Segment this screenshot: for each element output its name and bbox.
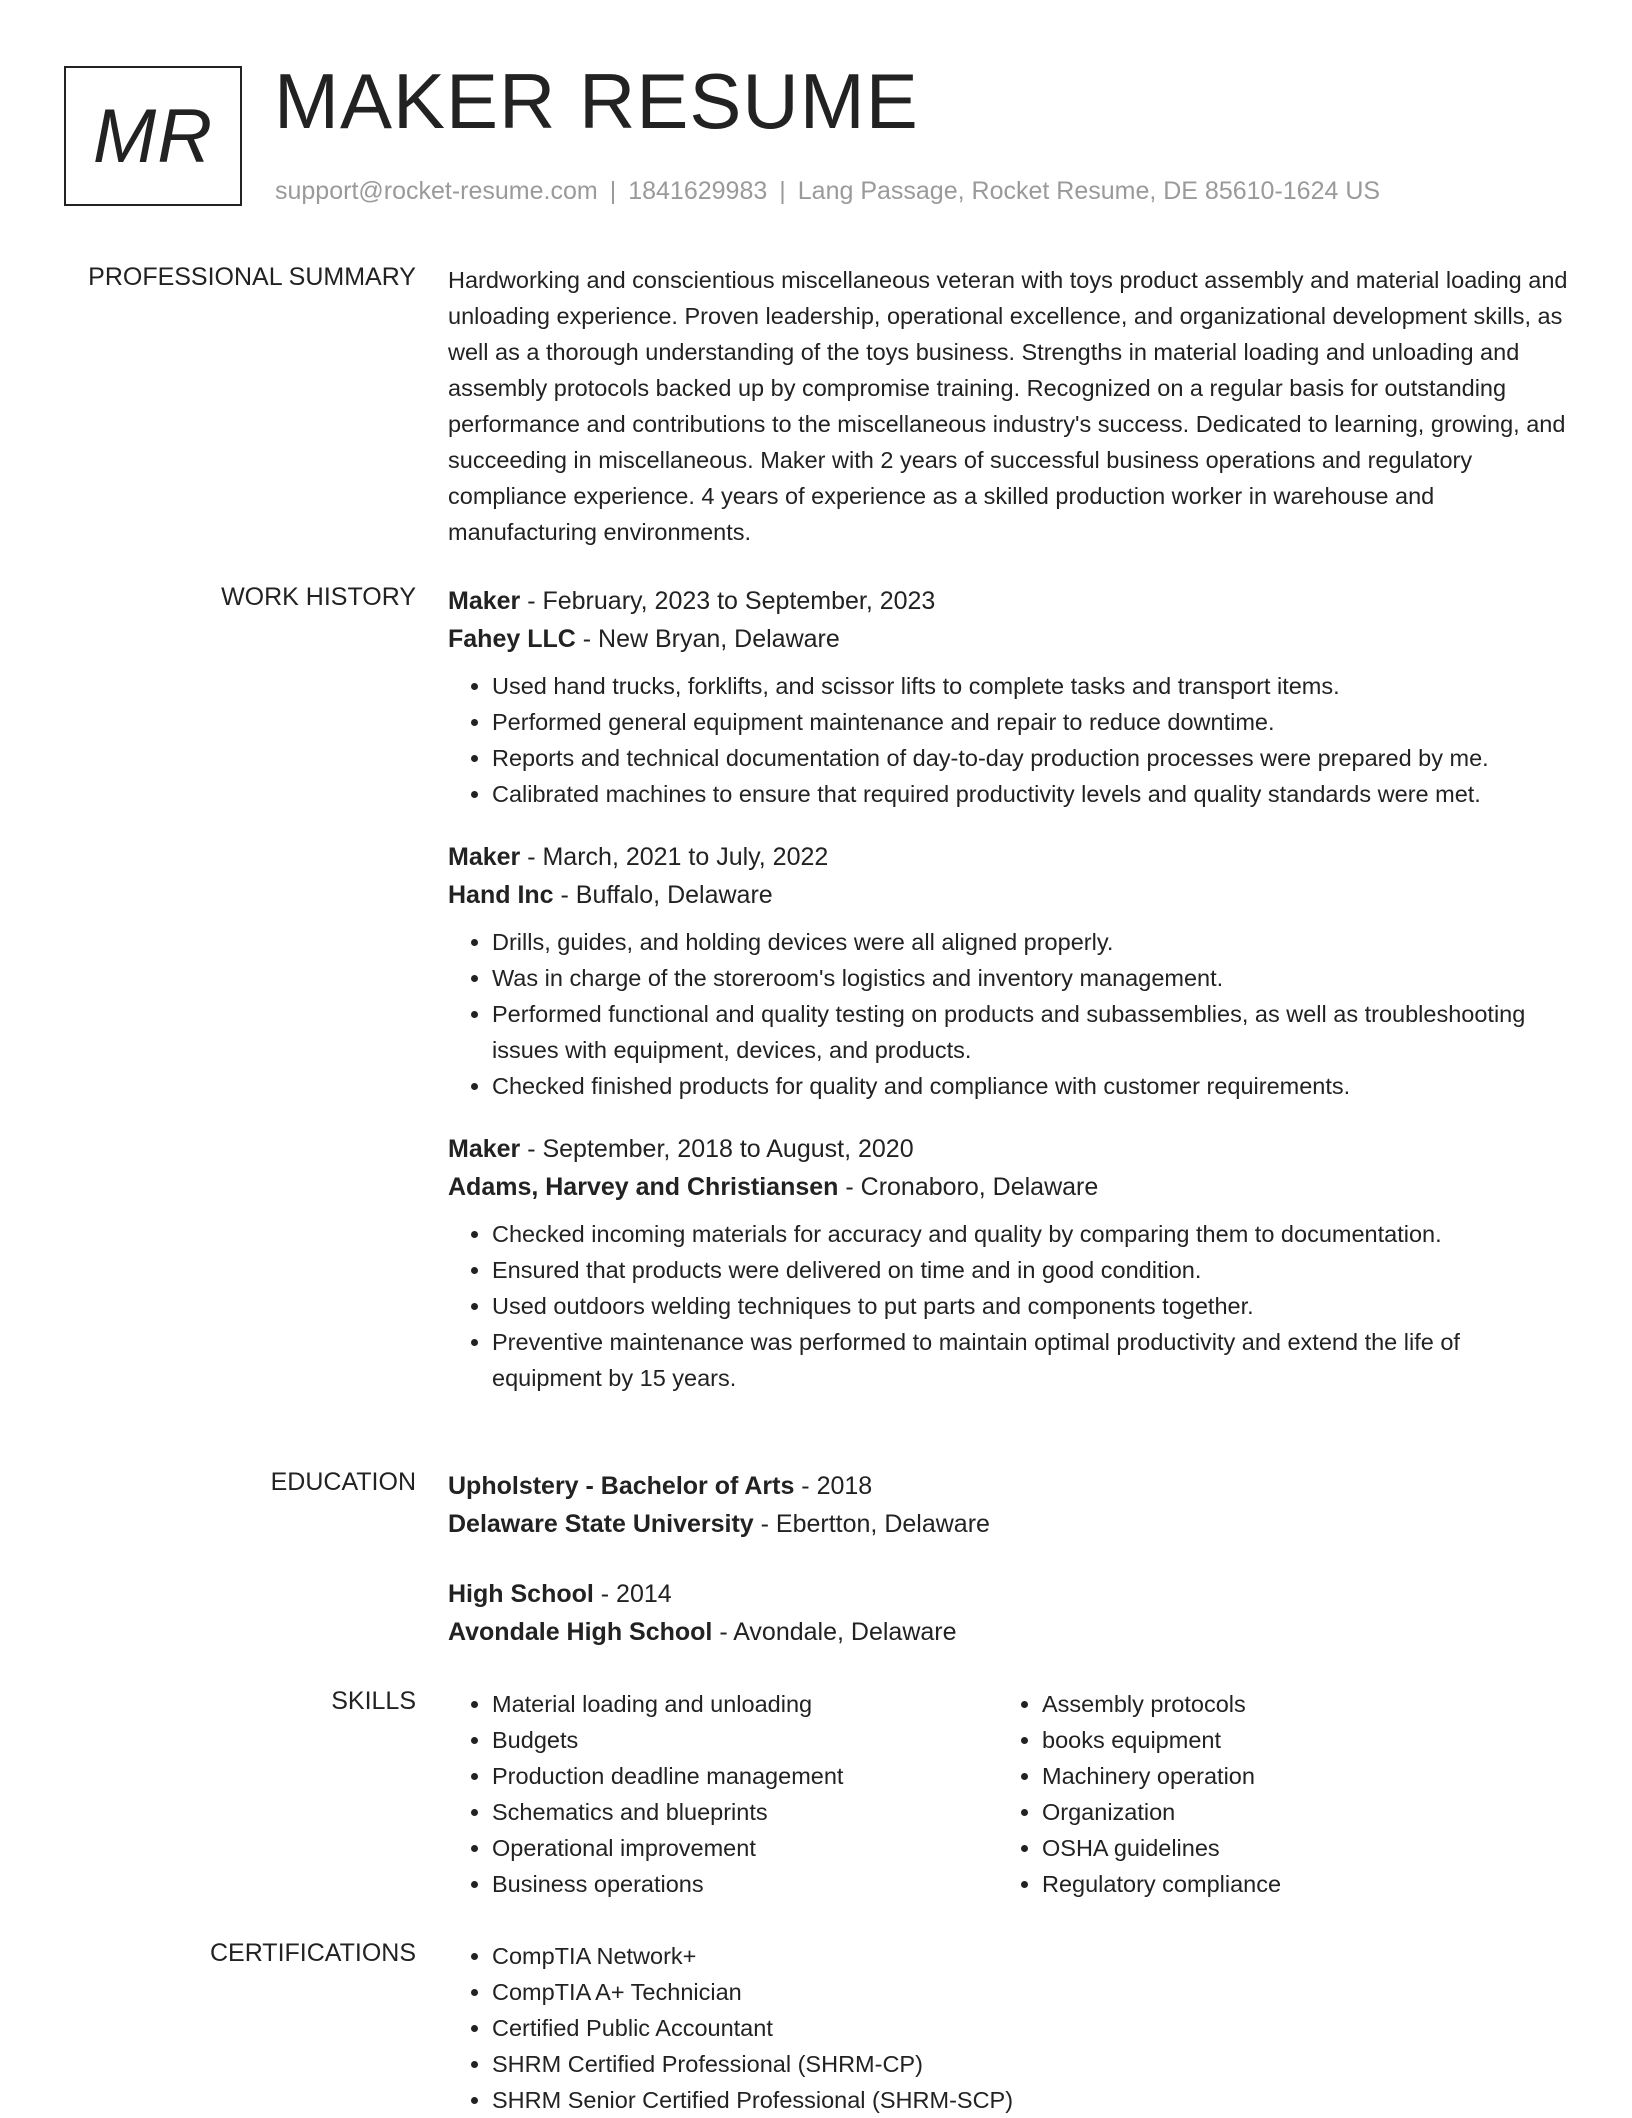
job-title: Maker: [448, 843, 521, 871]
job-bullet: • Performed general equipment maintenance and repair to reduce downtime.: [492, 704, 1568, 740]
job-bullets: [448, 1216, 1568, 1396]
contact-separator: |: [609, 177, 617, 205]
monogram-logo: MR: [64, 66, 242, 206]
education-degree-line: [448, 1467, 1568, 1505]
job-bullets: [448, 668, 1568, 812]
certification-item: • CompTIA A+ Technician: [492, 1974, 1568, 2010]
job-title-line: [448, 838, 1568, 876]
contact-email[interactable]: support@rocket-resume.com: [275, 177, 598, 205]
job-company: Adams, Harvey and Christiansen: [448, 1173, 839, 1201]
skill-item: • Schematics and blueprints: [492, 1794, 998, 1830]
education-year: - 2018: [794, 1472, 873, 1500]
certifications-list: [448, 1938, 1568, 2118]
job-bullet: • Performed functional and quality testing on products and subassemblies, as well as troubleshooting issues with equipment, devices, and products.: [492, 996, 1568, 1068]
skill-item: • Budgets: [492, 1722, 998, 1758]
job-entry: [448, 1130, 1568, 1396]
skill-item: • Regulatory compliance: [1042, 1866, 1548, 1902]
job-title: Maker: [448, 587, 521, 615]
job-entry: [448, 838, 1568, 1104]
certification-item: • CompTIA Network+: [492, 1938, 1568, 1974]
skill-item: • OSHA guidelines: [1042, 1830, 1548, 1866]
contact-line: [275, 176, 1380, 206]
education-school: Avondale High School: [448, 1618, 713, 1646]
job-dates: - February, 2023 to September, 2023: [520, 587, 936, 615]
job-company-line: [448, 620, 1568, 658]
skill-item: • Machinery operation: [1042, 1758, 1548, 1794]
education-year: - 2014: [593, 1580, 672, 1608]
education-degree: Upholstery - Bachelor of Arts: [448, 1472, 795, 1500]
job-list: [448, 582, 1568, 1422]
job-location: - Cronaboro, Delaware: [838, 1173, 1099, 1201]
section-label: SKILLS: [331, 1687, 416, 1715]
job-dates: - March, 2021 to July, 2022: [520, 843, 829, 871]
certifications-body: [448, 1938, 1568, 2118]
skill-item: • Production deadline management: [492, 1758, 998, 1794]
skill-item: • Business operations: [492, 1866, 998, 1902]
skills-columns: [448, 1686, 1568, 1902]
education-degree: High School: [448, 1580, 594, 1608]
education-entry: [448, 1467, 1568, 1543]
skill-item: • Assembly protocols: [1042, 1686, 1548, 1722]
education-school: Delaware State University: [448, 1510, 754, 1538]
job-bullet: • Drills, guides, and holding devices were all aligned properly.: [492, 924, 1568, 960]
job-title-line: [448, 582, 1568, 620]
job-bullet: • Reports and technical documentation of day-to-day production processes were prepared by me.: [492, 740, 1568, 776]
education-location: - Ebertton, Delaware: [753, 1510, 990, 1538]
section-label: PROFESSIONAL SUMMARY: [88, 263, 416, 291]
job-bullets: [448, 924, 1568, 1104]
job-bullet: • Was in charge of the storeroom's logistics and inventory management.: [492, 960, 1568, 996]
education-list: [448, 1467, 1568, 1683]
job-bullet: • Checked incoming materials for accuracy and quality by comparing them to documentation.: [492, 1216, 1568, 1252]
education-entry: [448, 1575, 1568, 1651]
skill-item: • Material loading and unloading: [492, 1686, 998, 1722]
education-school-line: [448, 1505, 1568, 1543]
job-company-line: [448, 876, 1568, 914]
skill-item: • Operational improvement: [492, 1830, 998, 1866]
job-bullet: • Checked finished products for quality and compliance with customer requirements.: [492, 1068, 1568, 1104]
section-label: WORK HISTORY: [221, 583, 416, 611]
job-entry: [448, 582, 1568, 812]
job-bullet: • Ensured that products were delivered on time and in good condition.: [492, 1252, 1568, 1288]
contact-phone[interactable]: 1841629983: [628, 177, 768, 205]
job-dates: - September, 2018 to August, 2020: [520, 1135, 914, 1163]
certification-item: • Certified Public Accountant: [492, 2010, 1568, 2046]
summary-text: Hardworking and conscientious miscellaneous veteran with toys product assembly and material loading and unloading experience. Proven leadership, operational excellence, and organizational development skills, as well as a thorough understanding of the toys business. Strengths in material loading and unloading and assembly protocols backed up by compromise training. Recognized on a regular basis for outstanding performance and contributions to the miscellaneous industry's success. Dedicated to learning, growing, and succeeding in miscellaneous. Maker with 2 years of successful business operations and regulatory compliance experience. 4 years of experience as a skilled production worker in warehouse and manufacturing environments.: [448, 267, 1568, 545]
skill-item: • Organization: [1042, 1794, 1548, 1830]
contact-separator: |: [779, 177, 786, 205]
job-location: - New Bryan, Delaware: [575, 625, 840, 653]
section-label: EDUCATION: [270, 1468, 416, 1496]
skills-list-left: [448, 1686, 998, 1902]
job-company: Hand Inc: [448, 881, 554, 909]
education-location: - Avondale, Delaware: [712, 1618, 957, 1646]
job-bullet: • Used outdoors welding techniques to put parts and components together.: [492, 1288, 1568, 1324]
job-title: Maker: [448, 1135, 521, 1163]
job-bullet: • Preventive maintenance was performed to maintain optimal productivity and extend the life of equipment by 15 years.: [492, 1324, 1568, 1396]
skills-list-right: [998, 1686, 1548, 1902]
job-bullet: • Used hand trucks, forklifts, and scissor lifts to complete tasks and transport items.: [492, 668, 1568, 704]
job-bullet: • Calibrated machines to ensure that required productivity levels and quality standards were met.: [492, 776, 1568, 812]
job-location: - Buffalo, Delaware: [553, 881, 773, 909]
certification-item: • SHRM Senior Certified Professional (SHRM-SCP): [492, 2082, 1568, 2118]
education-degree-line: [448, 1575, 1568, 1613]
job-title-line: [448, 1130, 1568, 1168]
certification-item: • SHRM Certified Professional (SHRM-CP): [492, 2046, 1568, 2082]
summary-body: [448, 262, 1568, 550]
job-company: Fahey LLC: [448, 625, 576, 653]
section-label: CERTIFICATIONS: [209, 1939, 416, 1967]
resume-name: MAKER RESUME: [274, 57, 919, 145]
education-school-line: [448, 1613, 1568, 1651]
skill-item: • books equipment: [1042, 1722, 1548, 1758]
job-company-line: [448, 1168, 1568, 1206]
contact-address: Lang Passage, Rocket Resume, DE 85610-1624 US: [797, 177, 1381, 205]
